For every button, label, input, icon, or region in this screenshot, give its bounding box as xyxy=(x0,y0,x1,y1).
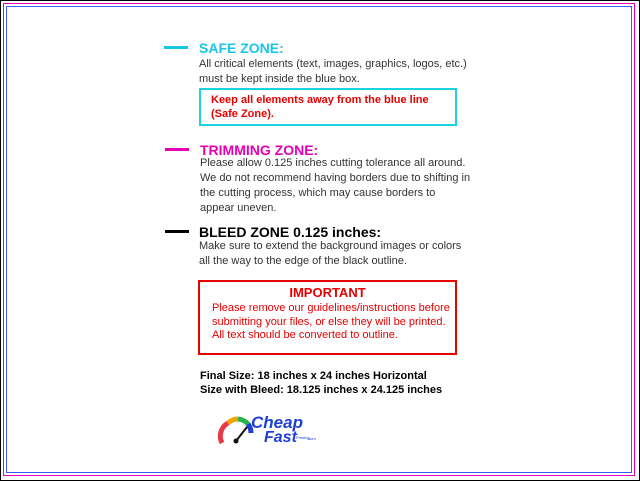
logo-word-fast: Fast xyxy=(264,429,297,446)
logo-domain-suffix: .com xyxy=(307,436,316,441)
safe-zone-swatch xyxy=(164,46,188,49)
bleed-zone-swatch xyxy=(165,230,189,233)
brand-logo xyxy=(216,409,326,453)
logo-word-cheap: Cheap xyxy=(251,413,303,432)
important-title: IMPORTANT xyxy=(289,285,366,300)
trimming-zone-heading: TRIMMING ZONE: xyxy=(200,142,319,158)
bleed-zone-text: Make sure to extend the background images or colors all the way to the edge of the black outline. xyxy=(199,240,462,267)
speedometer-icon xyxy=(216,411,254,451)
safe-zone-box-text: Keep all elements away from the blue line (Safe Zone). xyxy=(211,94,429,120)
safe-zone-box xyxy=(199,88,457,126)
size-info: Final Size: 18 inches x 24 inches Horizontal Size with Bleed: 18.125 inches x 24.125 inches xyxy=(200,370,443,396)
trimming-zone-swatch xyxy=(165,148,189,151)
safe-zone-text: All critical elements (text, images, graphics, logos, etc.) must be kept inside the blue box. xyxy=(199,58,467,85)
important-text: Please remove our guidelines/instructions before submitting your files, or else they will be printed. All text should be converted to outline. xyxy=(212,302,450,341)
logo-word-printing: Printing xyxy=(296,435,310,440)
trimming-zone-text: Please allow 0.125 inches cutting tolerance all around. We do not recommend having borders due to shifting in the cutting process, which may cause borders to appear uneven. xyxy=(200,157,471,214)
bleed-zone-heading: BLEED ZONE 0.125 inches: xyxy=(199,224,382,240)
safe-zone-heading: SAFE ZONE: xyxy=(199,40,284,56)
important-box xyxy=(198,280,457,355)
